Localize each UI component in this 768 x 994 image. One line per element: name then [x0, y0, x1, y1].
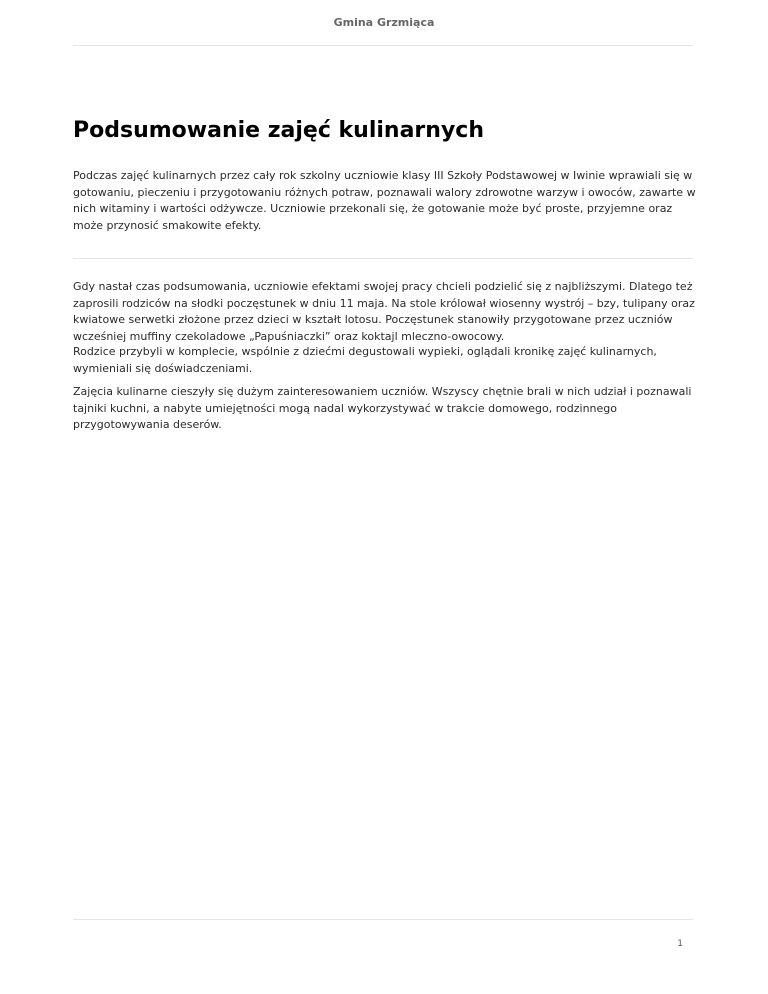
body-paragraph: Gdy nastał czas podsumowania, uczniowie efektami swojej pracy chcieli podzielić się z najbliższymi. Dlatego też zaprosili rodziców na słodki poczęstunek w dniu 11 maja. Na stole królował wiosenny wystrój – bzy, tulipany oraz kwiatowe serwetki złożone przez dzieci w kształt lotosu. Poczęstunek stanowiły przygotowane przez uczniów wcześniej muffiny czekoladowe „Papuśniaczki” oraz koktajl mleczno-owocowy. [73, 280, 695, 343]
body-paragraph: Rodzice przybyli w komplecie, wspólnie z dziećmi degustowali wypieki, oglądali kronikę zajęć kulinarnych, wymieniali się doświadczeniami. [73, 345, 657, 375]
header-divider [73, 45, 693, 46]
site-name: Gmina Grzmiąca [333, 16, 435, 29]
page-title: Podsumowanie zajęć kulinarnych [73, 118, 484, 143]
body-paragraph: Zajęcia kulinarne cieszyły się dużym zainteresowaniem uczniów. Wszyscy chętnie brali w nich udział i poznawali tajniki kuchni, a nabyte umiejętności mogą nadal wykorzystywać w trakcie domowego, rodzinnego przygotowywania deserów. [73, 385, 692, 431]
footer-divider [73, 919, 693, 920]
page-number: 1 [677, 939, 683, 949]
section-divider [73, 258, 693, 259]
intro-paragraph: Podczas zajęć kulinarnych przez cały rok szkolny uczniowie klasy III Szkoły Podstawowej w Iwinie wprawiali się w gotowaniu, pieczeniu i przygotowaniu różnych potraw, poznawali walory zdrowotne warzyw i owoców, zawarte w nich witaminy i wartości odżywcze. Uczniowie przekonali się, że gotowanie może być proste, przyjemne oraz może przynosić smakowite efekty. [73, 169, 696, 232]
